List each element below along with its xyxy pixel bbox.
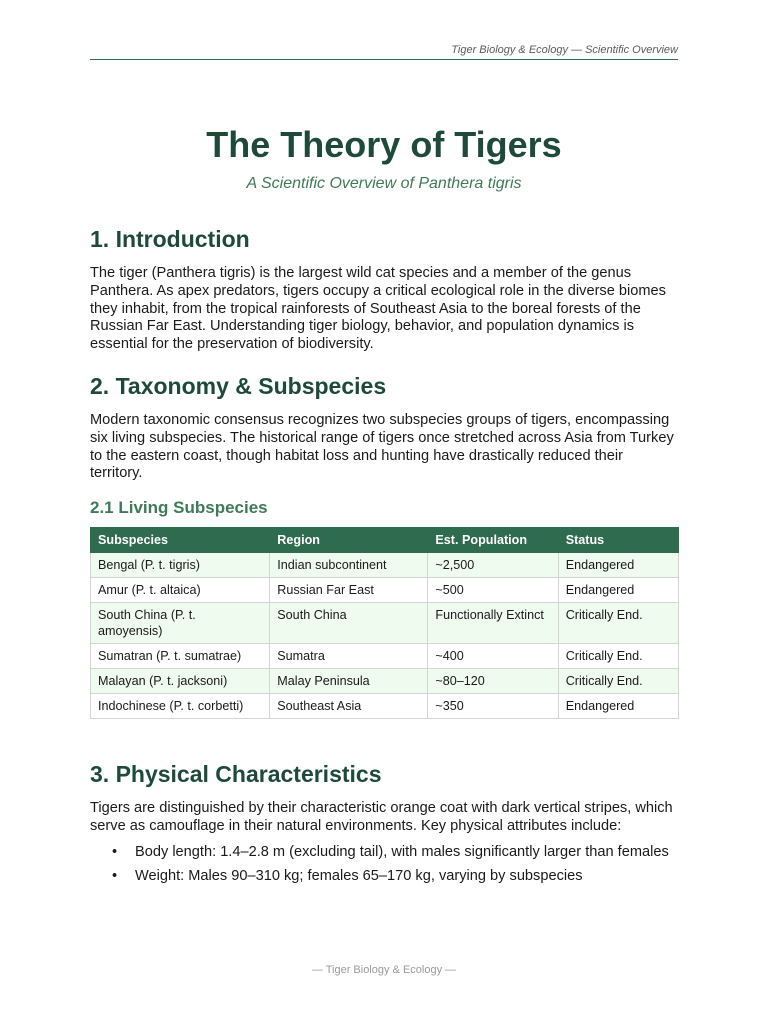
document-title: The Theory of Tigers bbox=[206, 124, 562, 165]
physical-attributes-list bbox=[90, 844, 678, 886]
table-row bbox=[91, 578, 679, 603]
table-cell: South China (P. t. amoyensis) bbox=[91, 603, 270, 644]
list-item bbox=[90, 844, 678, 862]
table-cell: Functionally Extinct bbox=[428, 603, 558, 644]
table-cell: Sumatran (P. t. sumatrae) bbox=[91, 644, 270, 669]
section-body-introduction: The tiger (Panthera tigris) is the largest wild cat species and a member of the genus Panthera. As apex predators, tigers occupy a critical ecological role in the diverse biomes they inhabit, from the tropical rainforests of Southeast Asia to the boreal forests of the Russian Far East. Understanding tiger biology, behavior, and population dynamics is essential for the preservation of biodiversity. bbox=[90, 265, 666, 353]
table-cell: ~2,500 bbox=[428, 553, 558, 578]
table-cell: South China bbox=[270, 603, 428, 644]
table-cell: Endangered bbox=[558, 553, 678, 578]
subspecies-table bbox=[90, 527, 679, 719]
table-row bbox=[91, 553, 679, 578]
bullet-icon: • bbox=[112, 843, 118, 860]
subsection-heading-living-subspecies: 2.1 Living Subspecies bbox=[90, 498, 268, 518]
table-cell: ~500 bbox=[428, 578, 558, 603]
table-cell: Critically End. bbox=[558, 644, 678, 669]
table-row bbox=[91, 603, 679, 644]
table-cell: Endangered bbox=[558, 694, 678, 719]
table-header-cell: Region bbox=[270, 528, 428, 553]
table-cell: Indian subcontinent bbox=[270, 553, 428, 578]
table-cell: Malayan (P. t. jacksoni) bbox=[91, 669, 270, 694]
table-cell: Critically End. bbox=[558, 603, 678, 644]
document-subtitle: A Scientific Overview of Panthera tigris bbox=[246, 175, 522, 192]
table-header-row bbox=[91, 528, 679, 553]
section-body-physical-characteristics: Tigers are distinguished by their characteristic orange coat with dark vertical stripes, which serve as camouflage in their natural environments. Key physical attributes include: bbox=[90, 800, 673, 834]
table-cell: Indochinese (P. t. corbetti) bbox=[91, 694, 270, 719]
table-cell: Amur (P. t. altaica) bbox=[91, 578, 270, 603]
table-header-cell: Status bbox=[558, 528, 678, 553]
table-cell: ~80–120 bbox=[428, 669, 558, 694]
table-row bbox=[91, 694, 679, 719]
bullet-icon: • bbox=[112, 867, 118, 884]
list-item-text: Weight: Males 90–310 kg; females 65–170 kg, varying by subspecies bbox=[135, 867, 583, 884]
table-header-cell: Est. Population bbox=[428, 528, 558, 553]
section-heading-introduction: 1. Introduction bbox=[90, 226, 250, 252]
running-header: Tiger Biology & Ecology — Scientific Overview bbox=[90, 44, 678, 60]
section-body-taxonomy: Modern taxonomic consensus recognizes two subspecies groups of tigers, encompassing six living subspecies. The historical range of tigers once stretched across Asia from Turkey to the eastern coast, though habitat loss and hunting have drastically reduced their territory. bbox=[90, 411, 674, 482]
table-cell: Critically End. bbox=[558, 669, 678, 694]
document-content bbox=[90, 224, 678, 891]
table-cell: Southeast Asia bbox=[270, 694, 428, 719]
table-row bbox=[91, 644, 679, 669]
table-cell: Endangered bbox=[558, 578, 678, 603]
table-cell: Sumatra bbox=[270, 644, 428, 669]
page-footer: — Tiger Biology & Ecology — bbox=[311, 964, 457, 976]
table-header-cell: Subspecies bbox=[91, 528, 270, 553]
table-cell: ~350 bbox=[428, 694, 558, 719]
table-cell: Malay Peninsula bbox=[270, 669, 428, 694]
table-row bbox=[91, 669, 679, 694]
table-cell: Russian Far East bbox=[270, 578, 428, 603]
section-heading-taxonomy: 2. Taxonomy & Subspecies bbox=[90, 372, 387, 399]
table-cell: Bengal (P. t. tigris) bbox=[91, 553, 270, 578]
list-item bbox=[90, 868, 678, 886]
section-heading-physical-characteristics: 3. Physical Characteristics bbox=[90, 761, 382, 788]
table-cell: ~400 bbox=[428, 644, 558, 669]
list-item-text: Body length: 1.4–2.8 m (excluding tail), with males significantly larger than females bbox=[135, 843, 669, 860]
